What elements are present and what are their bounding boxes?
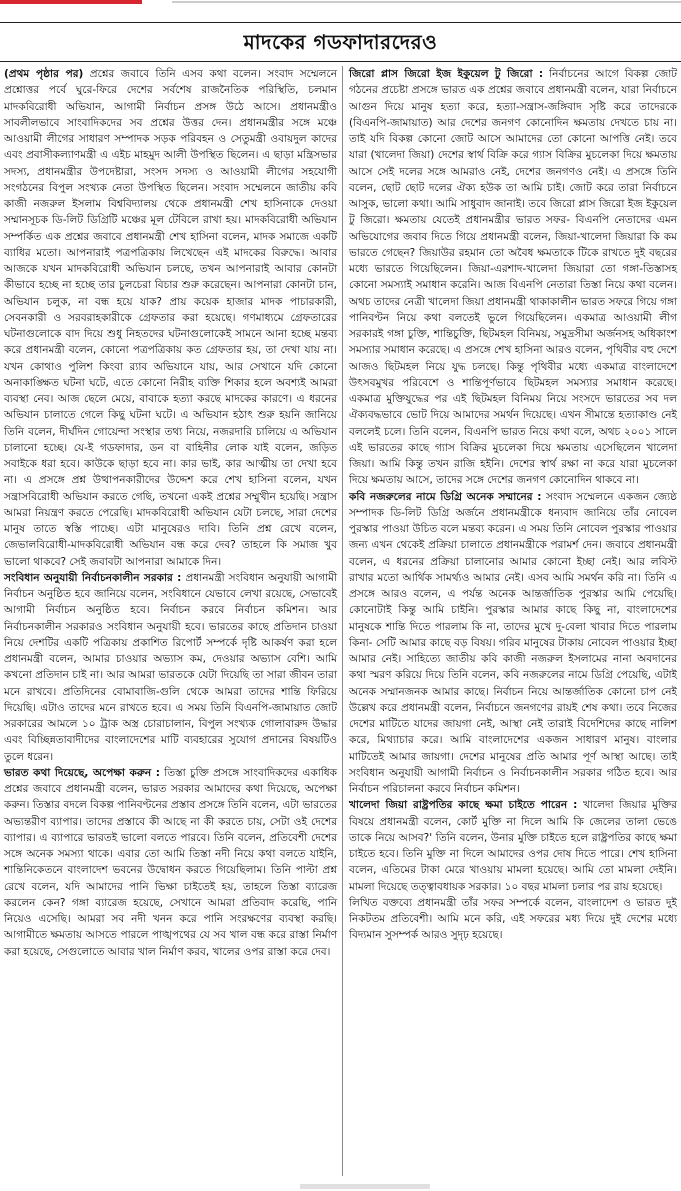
continuation-label: (প্রথম পৃষ্ঠার পর) bbox=[4, 68, 84, 80]
paragraph-text: প্রশ্নের জবাবে তিনি এসব কথা বলেন। সংবাদ সম্মেলনে প্রশ্নোত্তর পর্বে ঘুরে-ফিরে দেশের সর্বশেষ রাজনৈতিক পরিস্থিতি, চলমান মাদকবিরোধী অভিযান, আগামী নির্বাচন প্রসঙ্গ উঠে আসে। প্রধানমন্ত্রীও সাবলীলভাবে সাংবাদিকদের সব প্রশ্নের উত্তর দেন। প্রধানমন্ত্রীর সঙ্গে মঞ্চে আওয়ামী লীগের সাধারণ সম্পাদক সড়ক পরিবহন ও সেতুমন্ত্রী ওবায়দুল কাদের এবং প্রবাসীকল্যাণমন্ত্রী এ এইচ মাহমুদ আলী উপস্থিত ছিলেন। এ ছাড়া মন্ত্রিসভার সদস্য, প্রধানমন্ত্রীর উপদেষ্টারা, সংসদ সদস্য ও আওয়ামী লীগের সহযোগী সংগঠনের বিপুল সংখ্যক নেতা উপস্থিত ছিলেন। সংবাদ সম্মেলনে জাতীয় কবি কাজী নজরুল ইসলাম বিশ্ববিদ্যালয় থেকে প্রধানমন্ত্রী শেখ হাসিনাকে দেওয়া সম্মানসূচক ডি-লিট ডিগ্রিটি মঞ্চের মূল টেবিলে রাখা হয়। মাদকবিরোধী অভিযান সম্পর্কিত এক প্রশ্নের জবাবে প্রধানমন্ত্রী শেখ হাসিনা বলেন, মাদক সমাজে একটি ব্যাধির মতো। আপনারাই পত্রপত্রিকায় লিখেছেন এই মাদকের বিরুদ্ধে। আবার আজকে যখন মাদকবিরোধী অভিযান চলছে, তখন আপনারাই আবার কোনটা কীভাবে হচ্ছে না হচ্ছে তার চুলচেরা বিচার শুরু করেছেন। আপনারা কোনটা চান, অভিযান চলুক, না বন্ধ হয়ে যাক? প্রায় কয়েক হাজার মাদক পাচারকারী, সেবনকারী ও সরবরাহকারীকে গ্রেফতার করা হয়েছে। গণমাধ্যমে গ্রেফতারের ঘটনাগুলোকে বাদ দিয়ে শুধু নিহতদের ঘটনাগুলোকেই সামনে আনা হচ্ছে মন্তব্য করে প্রধানমন্ত্রী বলেন, কোনো পত্রপত্রিকায় কত গ্রেফতার হয়, তা দেখা যায় না। যখন কোথাও পুলিশ কিংবা র‍্যাব অভিযানে যায়, আর সেখানে যদি কোনো অনাকাঙ্ক্ষিত ঘটনা ঘটে, এতে কোনো নিরীহ ব্যক্তি শিকার হলে অবশ্যই আমরা ব্যবস্থা নেব। আজ ছেলে মেয়ে, বাবাকে হত্যা করছে মাদকের কারণে। এ ধরনের অভিযান চালাতে গেলে কিছু ঘটনা ঘটে। এ অভিযান হঠাৎ শুরু হয়নি জানিয়ে তিনি বলেন, দীর্ঘদিন গোয়েন্দা সংস্থার তথ্য নিয়ে, নজরদারি চালিয়ে এ অভিযান চালানো হচ্ছে। যে-ই গডফাদার, ডন বা বাহিনীর লোক যাই বলেন, জড়িত সবাইকে ধরা হবে। কাউকে ছাড়া হবে না। কার ভাই, কার আত্মীয় তা দেখা হবে না। এ প্রসঙ্গে প্রশ্ন উত্থাপনকারীদের উদ্দেশ করে শেখ হাসিনা বলেন, যখন সন্ত্রাসবিরোধী অভিযান করতে গেছি, তখনো একই প্রশ্নের সম্মুখীন হয়েছি। সন্ত্রাস আমরা নিয়ন্ত্রণ করতে পেরেছি। মাদকবিরোধী অভিযান যেটা চলছে, সারা দেশের মানুষ তাতে স্বস্তি পাচ্ছে। এটা মানুষেরও দাবি। তিনি প্রশ্ন রেখে বলেন, জেভালবিরোধী-মাদকবিরোধী অভিযান বন্ধ করে দেব? তাহলে কি সমাজ খুব ভালো থাকবে? সেই জবাবটা আপনারা আমাকে দিন। bbox=[4, 68, 337, 568]
subheading: কবি নজরুলের নামে ডিগ্রি অনেক সম্মানের : bbox=[349, 490, 542, 503]
paragraph-text: প্রধানমন্ত্রী সংবিধান অনুযায়ী আগামী নির্বাচন অনুষ্ঠিত হবে জানিয়ে বলেন, সংবিধানে যেভাবে লেখা রয়েছে, সেভাবেই আগামী নির্বাচন অনুষ্ঠিত হবে। নির্বাচন করবে নির্বাচন কমিশন। আর নির্বাচনকালীন সরকারও সংবিধান অনুযায়ী হবে। ভারতের কাছে প্রতিদান চাওয়া নিয়ে দেশটির একটি পত্রিকায় প্রকাশিত রিপোর্ট সম্পর্কে দৃষ্টি আকর্ষণ করা হলে প্রধানমন্ত্রী বলেন, আমার চাওয়ার অভ্যাস কম, দেওয়ার অভ্যাস বেশি। আমি কখনো প্রতিদান চাই না। আর আমরা ভারতকে যেটা দিয়েছি তা সারা জীবন তারা মনে রাখবে। প্রতিদিনের বোমাবাজি-গুলি থেকে আমরা তাদের শান্তি ফিরিয়ে দিয়েছি। এটাও তাদের মনে রাখতে হবে। এ সময় তিনি বিএনপি-জামায়াত জোট সরকারের আমলে ১০ ট্রাক অস্ত্র চোরাচালান, বিপুল সংখ্যক গোলাবারুদ উদ্ধার এবং বিচ্ছিন্নতাবাদীদের বাংলাদেশের মাটি ব্যবহারের সুযোগ প্রদানের বিষয়টিও তুলে ধরেন। bbox=[4, 571, 337, 763]
top-accent-bar bbox=[0, 0, 142, 4]
column-divider bbox=[342, 66, 343, 1176]
paragraph bbox=[349, 797, 677, 895]
article-column-right bbox=[349, 66, 677, 944]
top-rule bbox=[172, 1, 681, 3]
paragraph bbox=[349, 489, 677, 798]
paragraph bbox=[349, 66, 677, 489]
footer-mark bbox=[300, 1184, 430, 1189]
paragraph bbox=[4, 765, 337, 960]
paragraph bbox=[349, 895, 677, 944]
subheading: সংবিধান অনুযায়ী নির্বাচনকালীন সরকার : bbox=[4, 571, 182, 584]
paragraph-text: নির্বাচনের আগে বিকল্প জোট গঠনের প্রচেষ্টা প্রসঙ্গে ভারত এক প্রশ্নের জবাবে প্রধানমন্ত্রী বলেন, যারা নির্বাচনে আগুন দিয়ে মানুষ হত্যা করে, হত্যা-সন্ত্রাস-জঙ্গিবাদ সৃষ্টি করে তাদেরকে (বিএনপি-জামায়াত) আর দেশের জনগণ কোনোদিন ক্ষমতায় দেখতে চায় না। তাই যদি বিকল্প কোনো জোট আসে আমাদের তো কোনো আপত্তি নেই। তবে যারা (খালেদা জিয়া) দেশের স্বার্থ বিক্রি করে গ্যাস বিক্রির মুচলেকা দিয়ে ক্ষমতায় আসে সেই দলের সঙ্গে আমরাও নেই, দেশের জনগণও নেই। এ প্রসঙ্গে তিনি বলেন, ছোট ছোট দলের ঐক্য হউক তা আমি চাই। জোট করে তারা নির্বাচনে আসুক, ভালো কথা। আমি সাধুবাদ জানাই। তবে জিরো প্লাস জিরো ইজ ইকুয়েল টু জিরো। ক্ষমতায় যেতেই প্রধানমন্ত্রীর ভারত সফর- বিএনপি নেতাদের এমন অভিযোগের জবাব দিতে গিয়ে প্রধানমন্ত্রী বলেন, জিয়া-খালেদা জিয়ারা কি কম ভারতে গেছেন? জিয়াউর রহমান তো অবৈধ ক্ষমতাকে টিকে রাখতে দুই বছরের মধ্যে ভারতে গিয়েছিলেন। জিয়া-এরশাদ-খালেদা জিয়ারা তো গঙ্গা-তিস্তাসহ কোনো সমস্যাই সমাধান করেনি। আজ বিএনপি নেতারা তিস্তা নিয়ে কথা বলেন। অথচ তাদের নেত্রী খালেদা জিয়া প্রধানমন্ত্রী থাকাকালীন ভারত সফরে গিয়ে গঙ্গা পানিবণ্টন নিয়ে কথা বলতেই ভুলে গিয়েছিলেন। একমাত্র আওয়ামী লীগ সরকারই গঙ্গা চুক্তি, শান্তিচুক্তি, ছিটমহল বিনিময়, সমুদ্রসীমা অর্জনসহ অধিকাংশ সমস্যার সমাধান করেছে। এ প্রসঙ্গে শেখ হাসিনা আরও বলেন, পৃথিবীর বহু দেশে আজও ছিটমহল নিয়ে যুদ্ধ চলছে। কিন্তু পৃথিবীর মধ্যে একমাত্র বাংলাদেশে উৎসবমুখর পরিবেশে ও শান্তিপূর্ণভাবে ছিটমহল সমস্যার সমাধান করেছে। একমাত্র মুক্তিযুদ্ধের পর এই ছিটমহল বিনিময় নিয়ে সংসদে ভারতের সব দল ঐক্যবদ্ধভাবে ভোট দিয়ে আমাদের সমর্থন দিয়েছে। এখন সীমান্তে হত্যাকাণ্ড নেই বললেই চলে। তিনি বলেন, বিএনপি ভারত নিয়ে কথা বলে, অথচ ২০০১ সালে এই ভারতের কাছে গ্যাস বিক্রির মুচলেকা দিয়ে ক্ষমতায় এসেছিলেন খালেদা জিয়া। আমি কিন্তু তখন রাজি হইনি। দেশের স্বার্থ রক্ষা না করে যারা মুচলেকা দিয়ে ক্ষমতায় আসে, তাদের সঙ্গে দেশের জনগণ কোনোদিন থাকবে না। bbox=[349, 68, 677, 487]
paragraph-text: খালেদা জিয়ার মুক্তির বিষয়ে প্রধানমন্ত্রী বলেন, কোর্ট মুক্তি না দিলে আমি কি জেলের তালা ভেঙে তাকে নিয়ে আসব?' তিনি বলেন, উনার মুক্তি চাইতে হলে রাষ্ট্রপতির কাছে ক্ষমা চাইতে হবে। তিনি মুক্তি না দিলে আমাদের ওপর দোষ দিতে পারে। শেখ হাসিনা বলেন, এতিমের টাকা মেরে খাওয়ায় মামলা হয়েছে। আমি তো মামলা দেইনি। মামলা দিয়েছে তত্ত্বাবধায়ক সরকার। ১০ বছর মামলা চলার পর রায় হয়েছে। bbox=[349, 799, 677, 893]
article-column-left bbox=[4, 66, 337, 960]
paragraph bbox=[4, 570, 337, 765]
subheading: ভারত কথা দিয়েছে, অপেক্ষা করুন : bbox=[4, 766, 160, 779]
subheading: জিরো প্লাস জিরো ইজ ইকুয়েল টু জিরো : bbox=[349, 68, 544, 80]
paragraph bbox=[4, 66, 337, 570]
page-headline: মাদকের গডফাদারদেরও bbox=[243, 30, 438, 54]
paragraph-text: তিস্তা চুক্তি প্রসঙ্গে সাংবাদিকদের একাধিক প্রশ্নের জবাবে প্রধানমন্ত্রী বলেন, ভারত সরকার আমাদের কথা দিয়েছে, অপেক্ষা করুন। তিস্তার বদলে বিকল্প পানিবণ্টনের প্রস্তাব প্রসঙ্গে তিনি বলেন, এটা ভারতের অভ্যন্তরীণ ব্যাপার। তাদের প্রস্তাবে কী আছে না কী করতে চায়, সেটা ওই দেশের ব্যাপার। এ ব্যাপারে ভারতই ভালো বলতে পারবে। তিনি বলেন, প্রতিবেশী দেশের সঙ্গে অনেক সমস্যা থাকে। এবার তো আমি তিস্তা নদী নিয়ে কথা বলতে যাইনি, শান্তিনিকেতনে বাংলাদেশ ভবনের উদ্বোধন করতে গিয়েছিলাম। তিনি পাল্টা প্রশ্ন রেখে বলেন, যদি আমাদের পানি ভিক্ষা চাইতেই হয়, তাহলে তিস্তা ব্যারেজ করলেন কেন? গঙ্গা ব্যারেজ হয়েছে, সেখানে আমরা প্রতিবাদ করেছি, পানি নিয়েও এসেছি। আমরা সব নদী খনন করে পানি সংরক্ষণের ব্যবস্থা করছি। আগামীতে ক্ষমতায় আসতে পারলে পাঙ্খপথের যে সব খাল বন্ধ করে রাস্তা নির্মাণ করা হয়েছে, সেগুলোতে আবার খাল নির্মাণ করব, খালের ওপর রাস্তা করে দেব। bbox=[4, 766, 337, 958]
subheading: খালেদা জিয়া রাষ্ট্রপতির কাছে ক্ষমা চাইতে পারেন : bbox=[349, 799, 578, 812]
paragraph-text: লিখিত বক্তব্যে প্রধানমন্ত্রী তাঁর সফর সম্পর্কে বলেন, বাংলাদেশ ও ভারত দুই নিকটতম প্রতিবেশী। আমি মনে করি, এই সফরের মধ্য দিয়ে দুই দেশের মধ্যে বিদ্যমান সুসম্পর্ক আরও সুদৃঢ় হয়েছে। bbox=[349, 896, 677, 942]
paragraph-text: সংবাদ সম্মেলনে একজন জ্যেষ্ঠ সম্পাদক ডি-লিট ডিগ্রি অর্জনে প্রধানমন্ত্রীকে ধন্যবাদ জানিয়ে তাঁর নোবেল পুরস্কার পাওয়া উচিত বলে মন্তব্য করেন। এ সময় তিনি নোবেল পুরস্কার পাওয়ার জন্য এখন থেকেই প্রক্রিয়া চালাতে প্রধানমন্ত্রীকে পরামর্শ দেন। জবাবে প্রধানমন্ত্রী বলেন, এ ধরনের প্রক্রিয়া চালানোর আমার কোনো ইচ্ছা নেই। আর লবিস্ট রাখার মতো আর্থিক সামর্থ্যও আমার নেই। এসব আমি সমর্থন করি না। তিনি এ প্রসঙ্গে আরও বলেন, এ পর্যন্ত অনেক আন্তর্জাতিক পুরস্কার আমি পেয়েছি। কোনোটাই কিন্তু আমি চাইনি। পুরস্কার আমার কাছে কিছু না, বাংলাদেশের মানুষকে শান্তি দিতে পারলাম কি না, তাদের মুখে দু-বেলা খাবার দিতে পারলাম কিনা- সেটি আমার কাছে বড় বিষয়। গরিব মানুষের টাকায় নোবেল পাওয়ার ইচ্ছা আমার নেই। সাহিত্যে জাতীয় কবি কাজী নজরুল ইসলামের নানা অবদানের কথা স্মরণ করিয়ে দিয়ে তিনি বলেন, কবি নজরুলের নামে ডিগ্রি পেয়েছি, এটাই অনেক সম্মানজনক আমার কাছে। নির্বাচন নিয়ে আন্তর্জাতিক কোনো চাপ নেই উল্লেখ করে প্রধানমন্ত্রী বলেন, নির্বাচনে জনগণের রায়ই শেষ কথা। তবে নিজের দেশের মাটিতে যাদের জায়গা নেই, আস্থা নেই তারাই বিদেশিদের কাছে নালিশ করে, মিথ্যাচার করে। আমি বাংলাদেশের একজন সাধারণ মানুষ। বাংলার মাটিতেই আমার জায়গা। দেশের মানুষের প্রতি আমার পূর্ণ আস্থা আছে। তাই সংবিধান অনুযায়ী আগামী নির্বাচন ও নির্বাচনকালীন সরকার গঠিত হবে। আর নির্বাচন পরিচালনা করবে নির্বাচন কমিশন। bbox=[349, 490, 677, 795]
